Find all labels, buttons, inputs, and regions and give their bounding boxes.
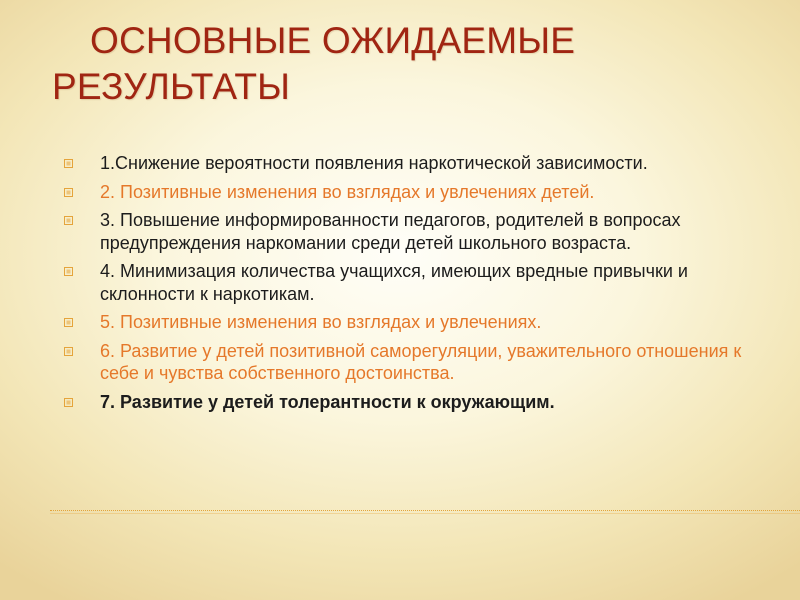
- list-item: [62, 152, 777, 175]
- bullet-icon: [64, 347, 73, 356]
- list-item-text: 4. Минимизация количества учащихся, имеющих вредные привычки и склонности к наркотикам.: [100, 261, 688, 304]
- list-item-text: 3. Повышение информированности педагогов, родителей в вопросах предупреждения наркомании среди детей школьного возраста.: [100, 210, 681, 253]
- results-list: [62, 152, 777, 419]
- list-item: [62, 260, 777, 305]
- list-item-text: 5. Позитивные изменения во взглядах и увлечениях.: [100, 312, 542, 332]
- list-item: [62, 340, 777, 385]
- list-item: [62, 391, 777, 414]
- list-item: [62, 209, 777, 254]
- slide-title: [52, 18, 752, 110]
- list-item: [62, 181, 777, 204]
- list-item-text: 2. Позитивные изменения во взглядах и увлечениях детей.: [100, 181, 595, 202]
- list-item-text: 7. Развитие у детей толерантности к окружающим.: [100, 391, 555, 412]
- list-item-text: 1.Снижение вероятности появления наркотической зависимости.: [100, 153, 648, 173]
- bullet-icon: [64, 216, 73, 225]
- bottom-divider-shadow: [50, 513, 800, 514]
- title-line-2: РЕЗУЛЬТАТЫ: [52, 66, 291, 107]
- bottom-divider: [50, 510, 800, 511]
- list-item-text: 6. Развитие у детей позитивной саморегуляции, уважительного отношения к себе и чувства собственного достоинства.: [100, 340, 742, 383]
- bullet-icon: [64, 398, 73, 407]
- bullet-icon: [64, 188, 73, 197]
- bullet-icon: [64, 159, 73, 168]
- list-item: [62, 311, 777, 334]
- bullet-icon: [64, 267, 73, 276]
- bullet-icon: [64, 318, 73, 327]
- title-line-1: ОСНОВНЫЕ ОЖИДАЕМЫЕ: [90, 20, 576, 61]
